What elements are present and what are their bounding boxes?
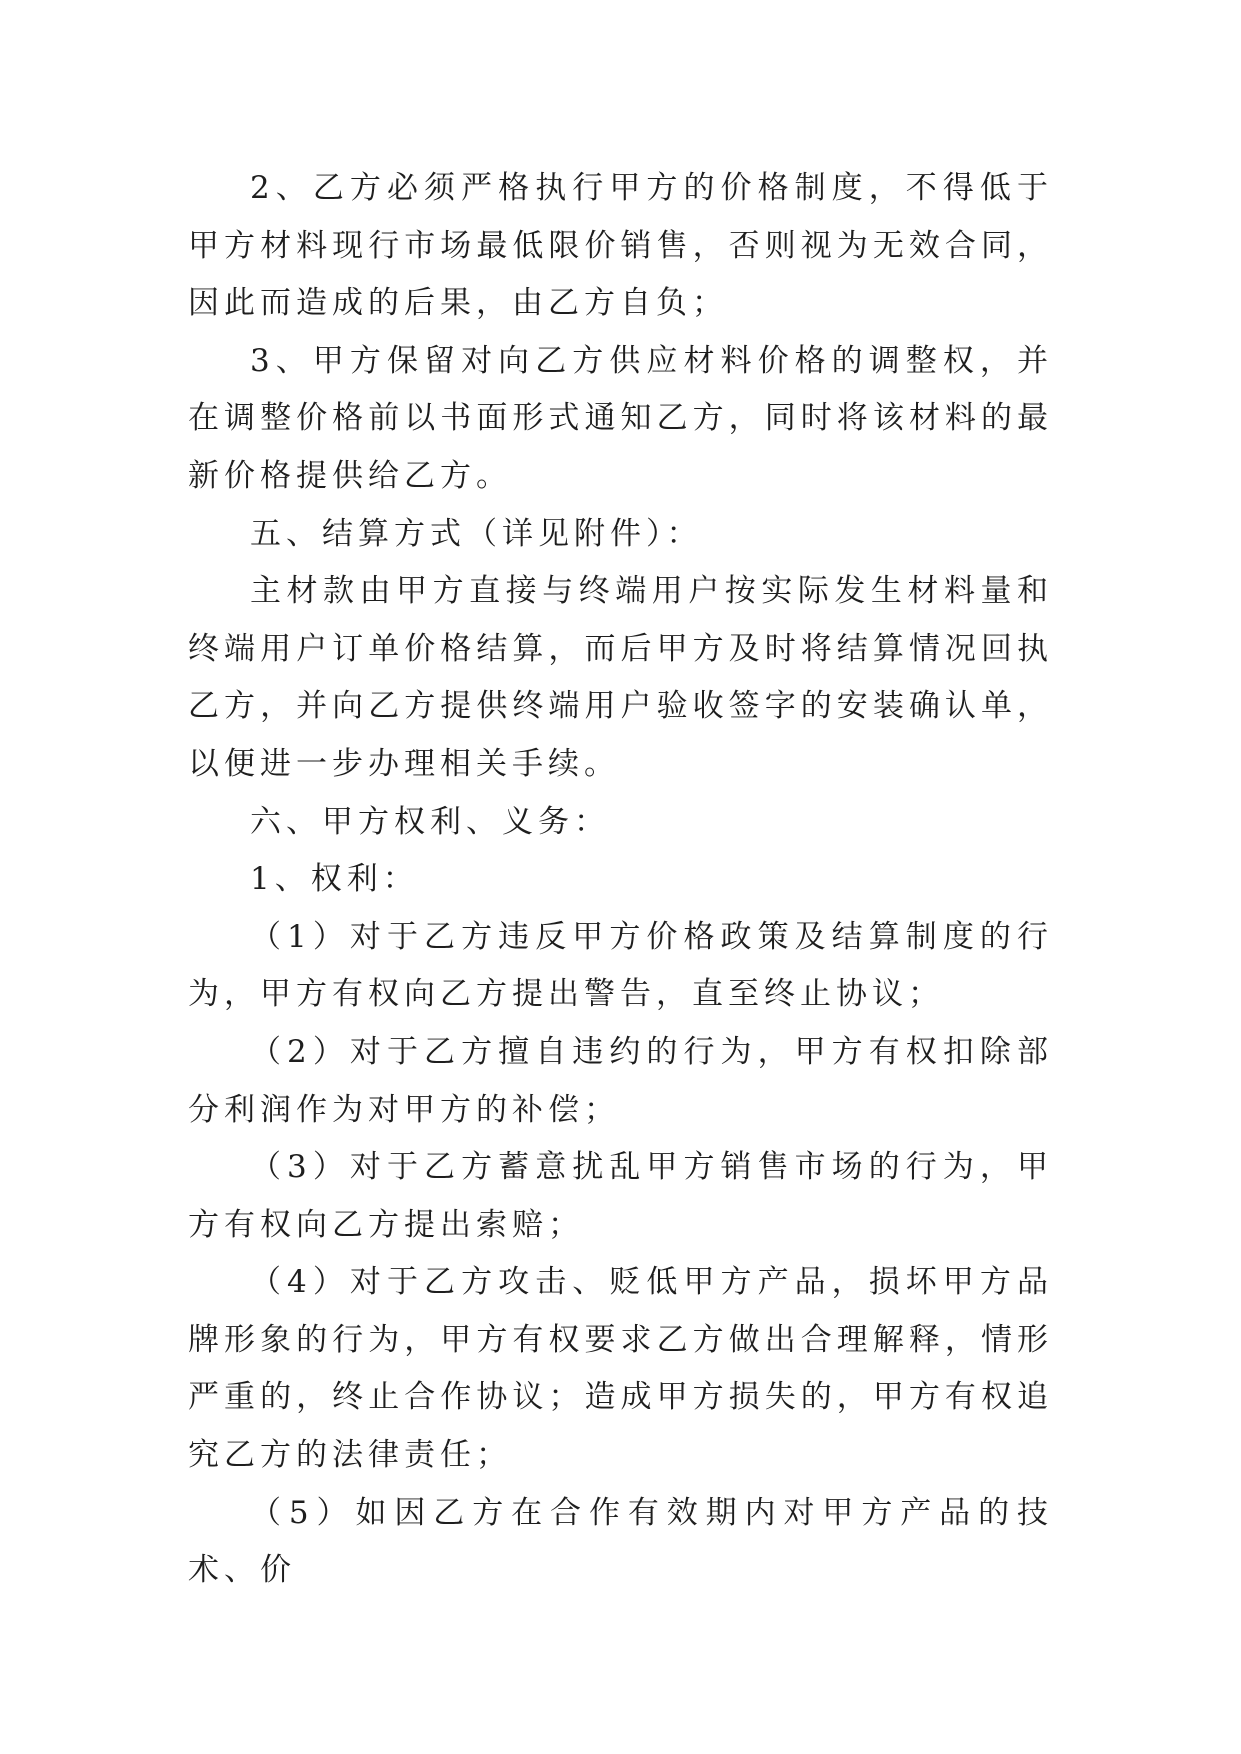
section-heading-party-a-rights: 六、甲方权利、义务： — [250, 803, 610, 840]
paragraph-price-system: 2、乙方必须严格执行甲方的价格制度，不得低于甲方材料现行市场最低限价销售，否则视为无效合同，因此而造成的后果，由乙方自负； — [188, 170, 1053, 322]
section-heading-settlement: 五、结算方式（详见附件）： — [250, 515, 703, 552]
clause-2: （2）对于乙方擅自违约的行为，甲方有权扣除部分利润作为对甲方的补偿； — [188, 1033, 1053, 1128]
clause-3: （3）对于乙方蓄意扰乱甲方销售市场的行为，甲方有权向乙方提出索赔； — [188, 1149, 1053, 1243]
subheading-rights: 1、权利： — [250, 861, 419, 898]
clause-5: （5）如因乙方在合作有效期内对甲方产品的技术、价 — [188, 1494, 1053, 1589]
clause-4: （4）对于乙方攻击、贬低甲方产品，损坏甲方品牌形象的行为，甲方有权要求乙方做出合理解释，情形严重的，终止合作协议；造成甲方损失的，甲方有权追究乙方的法律责任； — [188, 1264, 1053, 1474]
clause-1: （1）对于乙方违反甲方价格政策及结算制度的行为，甲方有权向乙方提出警告，直至终止协议； — [188, 918, 1053, 1013]
paragraph-settlement: 主材款由甲方直接与终端用户按实际发生材料量和终端用户订单价格结算，而后甲方及时将结算情况回执乙方，并向乙方提供终端用户验收签字的安装确认单，以便进一步办理相关手续。 — [188, 573, 1053, 782]
document-body — [188, 160, 1053, 1600]
paragraph-price-adjustment: 3、甲方保留对向乙方供应材料价格的调整权，并在调整价格前以书面形式通知乙方，同时将该材料的最新价格提供给乙方。 — [188, 342, 1053, 494]
